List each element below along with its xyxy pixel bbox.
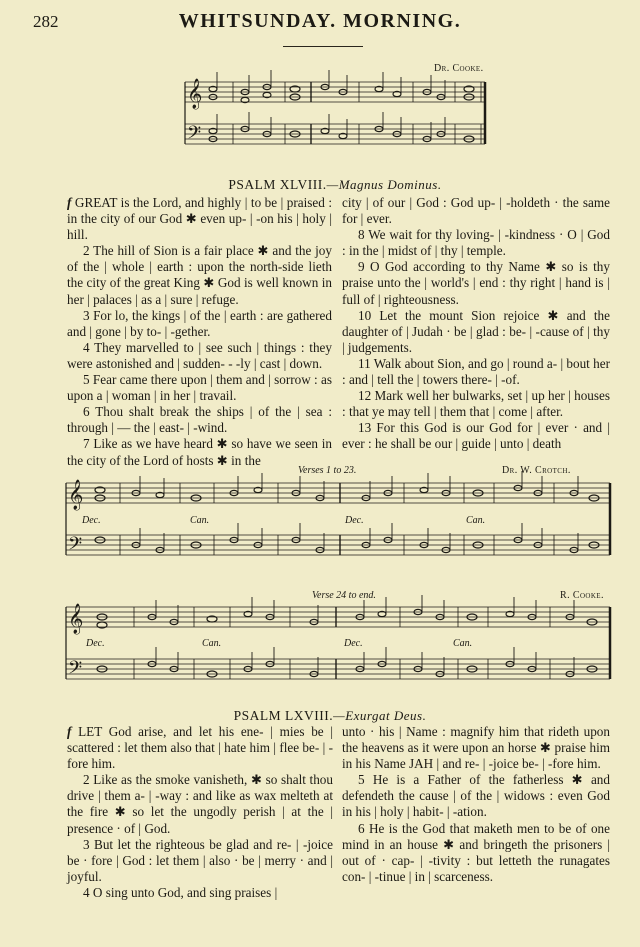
chant1-composer: Dr. Cooke. bbox=[434, 63, 484, 74]
psalm68-verse: 2 Like as the smoke vanisheth, ✱ so shalt thou drive | them a- | -way : and like as wax melteth at the fire ✱ so let the ungodly perish | at the | presence · of | God. bbox=[67, 772, 333, 836]
psalm48-verse: 10 Let the mount Sion rejoice ✱ and the daughter of | Judah · be | glad : be- | -cause of | thy | judgements. bbox=[342, 307, 610, 355]
chant2-label: Can. bbox=[190, 515, 210, 526]
psalm68-left-column bbox=[67, 724, 333, 901]
chant3-label: Dec. bbox=[344, 638, 363, 649]
psalm48-verse: f GREAT is the Lord, and highly | to be | praised : in the city of our God ✱ even up- | -on his | holy | hill. bbox=[67, 195, 333, 243]
psalm48-verse: 4 They marvelled to | see such | things : they were astonished and | sudden- - -ly | cast | down. bbox=[67, 339, 332, 371]
psalm68-number: PSALM LXVIII. bbox=[233, 708, 334, 723]
psalm68-verse: 6 He is the God that maketh men to be of one mind in an house ✱ and bringeth the prisoners | out of · cap- | -tivity : but letteth the runagates con- | -tinue | in | scarceness. bbox=[342, 820, 610, 884]
psalm68-verse: 3 But let the righteous be glad and re- | -joice be · fore | God : let them | also · be | merry · and | joyful. bbox=[67, 836, 333, 884]
chant3-label: Can. bbox=[202, 638, 222, 649]
dynamic-mark: f bbox=[67, 195, 72, 210]
psalm48-verse: 11 Walk about Sion, and go | round a- | bout her : and | tell the | towers there- | -of. bbox=[342, 355, 610, 388]
chant3-composer: R. Cooke. bbox=[560, 590, 604, 601]
chant2-verses: Verses 1 to 23. bbox=[298, 465, 357, 476]
chant2-composer: Dr. W. Crotch. bbox=[502, 465, 571, 476]
chant3-score bbox=[64, 603, 614, 693]
psalm48-verse: 9 O God according to thy Name ✱ so is thy praise unto the | world's | end : thy right | hand is | full of | righteousness. bbox=[342, 259, 610, 307]
psalm68-verse: 5 He is a Father of the fatherless ✱ and defendeth the cause | of the | widows : even God in his | holy | habit- | -ation. bbox=[342, 772, 610, 820]
running-title: WHITSUNDAY. MORNING. bbox=[178, 10, 462, 32]
psalm48-right-column bbox=[342, 195, 610, 453]
title-rule bbox=[283, 46, 363, 47]
psalm48-title bbox=[0, 177, 640, 193]
page-header bbox=[0, 10, 640, 34]
psalm68-verse: unto · his | Name : magnify him that rideth upon the heavens as it were upon an horse ✱ praise him in his Name JAH | and re- | -joice be- | -fore him. bbox=[342, 724, 610, 772]
svg-text:𝄞: 𝄞 bbox=[68, 480, 84, 510]
psalm48-latin: —Magnus Dominus. bbox=[326, 177, 442, 192]
svg-text:𝄞: 𝄞 bbox=[68, 604, 84, 634]
psalm48-verse: 7 Like as we have heard ✱ so have we seen in the city of the Lord of hosts ✱ in the bbox=[67, 436, 332, 468]
svg-text:𝄢: 𝄢 bbox=[187, 123, 202, 148]
psalm48-verse: 6 Thou shalt break the ships | of the | sea : through | — the | east- | -wind. bbox=[67, 404, 332, 436]
psalm48-verse: 8 We wait for thy loving- | -kindness · O | God : in the | midst of | thy | temple. bbox=[342, 227, 610, 259]
psalm48-verse: 5 Fear came there upon | them and | sorrow : as upon a | woman | in her | travail. bbox=[67, 372, 332, 404]
chant2-label: Dec. bbox=[345, 515, 364, 526]
page-number: 282 bbox=[33, 12, 59, 31]
chant2-label: Can. bbox=[466, 515, 486, 526]
psalm48-left-column bbox=[67, 195, 332, 469]
psalm48-verse: 2 The hill of Sion is a fair place ✱ and the joy of the | whole | earth : upon the north-side lieth the city of the great King ✱ God is well known in her | palaces | as a | sure | refuge. bbox=[67, 243, 332, 307]
psalm68-latin: —Exurgat Deus. bbox=[333, 708, 427, 723]
psalm68-right-column bbox=[342, 724, 610, 885]
psalm68-title bbox=[0, 708, 640, 724]
svg-text:𝄢: 𝄢 bbox=[68, 534, 83, 559]
dynamic-mark: f bbox=[67, 724, 72, 739]
chant2-score bbox=[64, 479, 614, 569]
psalm48-verse: 12 Mark well her bulwarks, set | up her | houses : that ye may tell | them that | come | after. bbox=[342, 388, 610, 420]
svg-text:𝄢: 𝄢 bbox=[68, 658, 83, 683]
svg-text:𝄞: 𝄞 bbox=[187, 79, 203, 109]
chant3-label: Can. bbox=[453, 638, 473, 649]
psalm68-verse: f LET God arise, and let his ene- | mies be | scattered : let them also that | hate him | flee be- | -fore him. bbox=[67, 724, 333, 772]
psalm48-verse: 13 For this God is our God for | ever · and | ever : he shall be our | guide | unto | death bbox=[342, 420, 610, 452]
chant3-verses: Verse 24 to end. bbox=[312, 590, 376, 601]
chant1-score bbox=[183, 78, 488, 158]
psalm48-number: PSALM XLVIII. bbox=[228, 177, 327, 192]
psalm68-verse: 4 O sing unto God, and sing praises | bbox=[83, 884, 278, 900]
chant2-label: Dec. bbox=[82, 515, 101, 526]
psalm48-verse: city | of our | God : God up- | -holdeth · the same for | ever. bbox=[342, 195, 610, 227]
psalm48-verse: 3 For lo, the kings | of the | earth : are gathered and | gone | by to- | -gether. bbox=[67, 307, 332, 339]
chant3-label: Dec. bbox=[86, 638, 105, 649]
